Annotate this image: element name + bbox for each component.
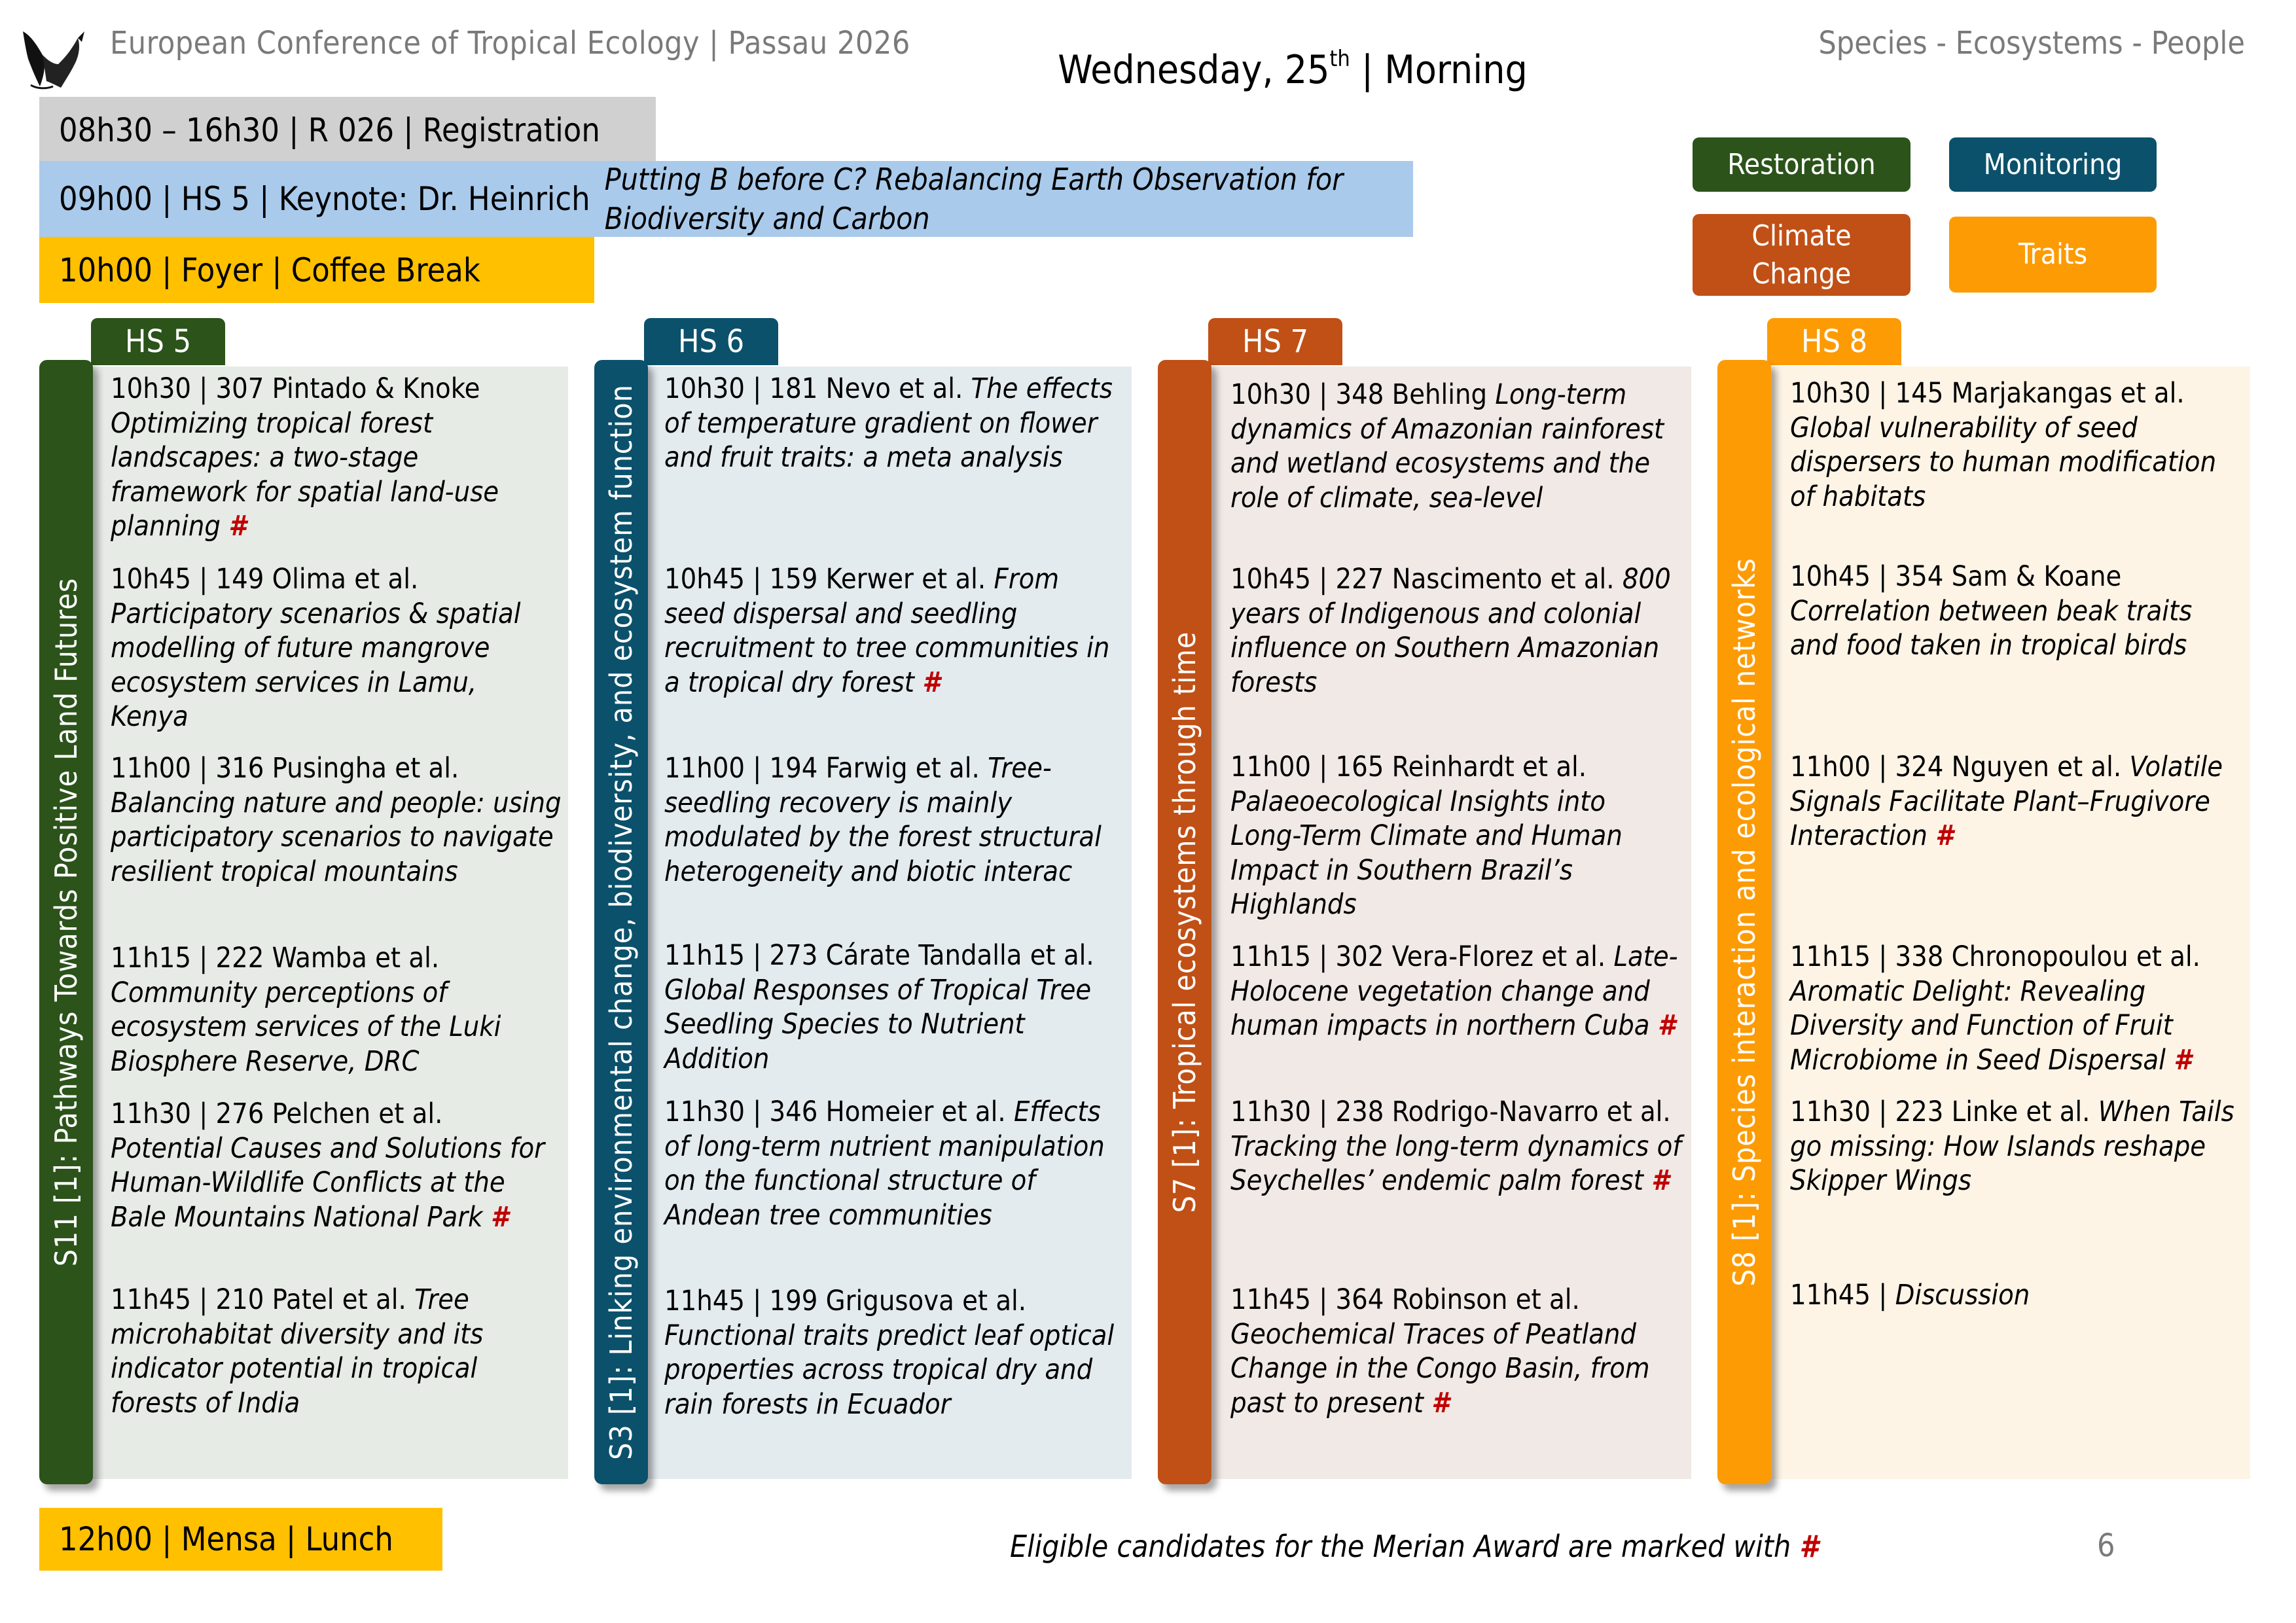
talk-entry <box>1230 940 1682 1043</box>
merian-mark-icon: # <box>922 666 941 699</box>
talk-entry <box>664 1284 1116 1421</box>
room-tab: HS 8 <box>1767 318 1901 365</box>
page-number: 6 <box>2097 1527 2115 1564</box>
session-title: S7 [1]: Tropical ecosystems through time <box>1167 631 1202 1213</box>
talk-entry <box>111 1283 562 1420</box>
talk-title: Late-Holocene vegetation change and human impacts in northern Cuba <box>1230 940 1678 1042</box>
talk-title: Palaeoecological Insights into Long-Term Climate and Human Impact in Southern Brazil’s Highlands <box>1230 785 1623 921</box>
talk-time-author: 11h15 | 302 Vera-Florez et al. <box>1230 940 1606 973</box>
session-title: S8 [1]: Species interaction and ecological networks <box>1727 558 1762 1287</box>
merian-mark-icon: # <box>1935 819 1954 852</box>
session-content <box>1212 366 1691 1479</box>
talk-title: Tree microhabitat diversity and its indicator potential in tropical forests of India <box>111 1283 484 1419</box>
talk-title: Aromatic Delight: Revealing Diversity and Function of Fruit Microbiome in Seed Dispersal <box>1790 974 2173 1077</box>
bat-logo-icon <box>18 26 96 92</box>
merian-mark-icon: # <box>1799 1529 1819 1564</box>
talk-entry <box>1230 750 1682 922</box>
talk-title: Tracking the long-term dynamics of Seychelles’ endemic palm forest <box>1230 1130 1681 1197</box>
lunch-label: 12h00 | Mensa | Lunch <box>59 1520 393 1558</box>
day-suffix-sup: th <box>1329 46 1350 72</box>
talk-title: Functional traits predict leaf optical properties across tropical dry and rain forests in Ecuador <box>664 1319 1115 1421</box>
session-sidebar <box>39 360 93 1484</box>
merian-mark-icon: # <box>1431 1386 1450 1419</box>
legend-climate-change-label: Climate Change <box>1751 219 1852 291</box>
legend-climate-change <box>1693 214 1910 296</box>
legend-restoration: Restoration <box>1693 137 1910 192</box>
legend-traits: Traits <box>1949 217 2157 293</box>
talk-title: Discussion <box>1895 1279 2030 1311</box>
merian-mark-icon: # <box>228 510 247 543</box>
talk-time-author: 11h00 | 316 Pusingha et al. <box>111 752 459 785</box>
room-tab: HS 6 <box>644 318 778 365</box>
legend-monitoring: Monitoring <box>1949 137 2157 192</box>
talk-time-author: 10h45 | 227 Nascimento et al. <box>1230 563 1615 596</box>
talk-entry <box>111 941 562 1079</box>
talk-time-author: 11h00 | 194 Farwig et al. <box>664 752 980 785</box>
talk-time-author: 10h30 | 348 Behling <box>1230 378 1488 411</box>
talk-entry <box>1790 940 2242 1077</box>
talk-time-author: 10h30 | 307 Pintado & Knoke <box>111 372 480 405</box>
talk-time-author: 11h45 | 199 Grigusova et al. <box>664 1285 1027 1317</box>
talk-entry <box>1790 750 2242 853</box>
talk-entry <box>111 1097 562 1234</box>
talk-time-author: 10h30 | 181 Nevo et al. <box>664 372 963 405</box>
room-tab: HS 5 <box>91 318 225 365</box>
session-sidebar <box>1717 360 1771 1484</box>
talk-title: When Tails go missing: How Islands reshape Skipper Wings <box>1790 1096 2234 1197</box>
page-title <box>1008 47 1577 93</box>
talk-time-author: 11h00 | 324 Nguyen et al. <box>1790 751 2122 783</box>
coffee-break-label: 10h00 | Foyer | Coffee Break <box>59 251 480 289</box>
talk-time-author: 11h30 | 238 Rodrigo-Navarro et al. <box>1230 1096 1671 1128</box>
talk-title: Volatile Signals Facilitate Plant–Frugivore Interaction <box>1790 751 2223 852</box>
keynote-band <box>39 161 1413 237</box>
merian-note-text: Eligible candidates for the Merian Award are marked with <box>1010 1529 1800 1564</box>
talk-time-author: 11h15 | 338 Chronopoulou et al. <box>1790 940 2200 973</box>
lunch-band <box>39 1508 442 1571</box>
talk-title: The effects of temperature gradient on flower and fruit traits: a meta analysis <box>664 372 1113 474</box>
talk-time-author: 11h45 | <box>1790 1279 1888 1311</box>
merian-award-note <box>1010 1529 1818 1564</box>
talk-time-author: 10h45 | 354 Sam & Koane <box>1790 560 2122 593</box>
talk-title: Global vulnerability of seed dispersers to human modification of habitats <box>1790 411 2217 513</box>
registration-band <box>39 97 656 164</box>
talk-entry <box>1230 562 1682 700</box>
session-content <box>92 366 568 1479</box>
talk-time-author: 10h45 | 159 Kerwer et al. <box>664 563 986 596</box>
talk-entry <box>1230 378 1682 515</box>
room-tab: HS 7 <box>1208 318 1342 365</box>
conference-tagline: Species - Ecosystems - People <box>1818 25 2245 62</box>
talk-entry <box>664 1095 1116 1232</box>
registration-label: 08h30 – 16h30 | R 026 | Registration <box>59 111 600 149</box>
talk-time-author: 10h45 | 149 Olima et al. <box>111 563 419 596</box>
talk-time-author: 11h45 | 210 Patel et al. <box>111 1283 406 1316</box>
talk-entry <box>111 372 562 544</box>
keynote-label: 09h00 | HS 5 | Keynote: Dr. Heinrich <box>59 180 590 218</box>
talk-title: Correlation between beak traits and food taken in tropical birds <box>1790 594 2193 662</box>
session-title: S3 [1]: Linking environmental change, biodiversity, and ecosystem function <box>603 384 639 1460</box>
talk-time-author: 11h30 | 346 Homeier et al. <box>664 1096 1006 1128</box>
talk-entry <box>1230 1283 1682 1420</box>
talk-time-author: 11h30 | 276 Pelchen et al. <box>111 1097 443 1130</box>
day-prefix: Wednesday, 25 <box>1058 47 1330 93</box>
talk-title: Effects of long-term nutrient manipulation on the functional structure of Andean tree communities <box>664 1096 1105 1232</box>
talk-title: Global Responses of Tropical Tree Seedling Species to Nutrient Addition <box>664 973 1092 1075</box>
talk-entry <box>1790 560 2242 663</box>
talk-entry <box>1790 1095 2242 1198</box>
day-period: | Morning <box>1350 47 1528 93</box>
talk-entry <box>1790 376 2242 514</box>
session-sidebar <box>594 360 648 1484</box>
merian-mark-icon: # <box>1651 1164 1670 1197</box>
talk-entry <box>664 372 1116 475</box>
session-content <box>646 366 1132 1479</box>
session-content <box>1772 366 2250 1479</box>
talk-time-author: 11h15 | 222 Wamba et al. <box>111 942 440 974</box>
session-sidebar <box>1158 360 1211 1484</box>
talk-entry <box>1230 1095 1682 1198</box>
talk-time-author: 10h30 | 145 Marjakangas et al. <box>1790 377 2185 410</box>
talk-time-author: 11h45 | 364 Robinson et al. <box>1230 1283 1580 1316</box>
session-title: S11 [1]: Pathways Towards Positive Land Futures <box>48 577 84 1267</box>
talk-entry <box>111 562 562 734</box>
talk-entry <box>1790 1278 2242 1313</box>
talk-title: Community perceptions of ecosystem services of the Luki Biosphere Reserve, DRC <box>111 976 501 1078</box>
talk-title: 800 years of Indigenous and colonial influence on Southern Amazonian forests <box>1230 563 1671 699</box>
talk-title: Geochemical Traces of Peatland Change in the Congo Basin, from past to present <box>1230 1317 1650 1419</box>
merian-mark-icon: # <box>490 1200 509 1234</box>
talk-title: Balancing nature and people: using participatory scenarios to navigate resilient tropical mountains <box>111 786 562 888</box>
coffee-break-band <box>39 237 594 303</box>
talk-time-author: 11h30 | 223 Linke et al. <box>1790 1096 2090 1128</box>
conference-title: European Conference of Tropical Ecology | Passau 2026 <box>110 25 910 62</box>
talk-title: From seed dispersal and seedling recruitment to tree communities in a tropical dry forest <box>664 563 1110 699</box>
talk-time-author: 11h00 | 165 Reinhardt et al. <box>1230 751 1587 783</box>
talk-title: Tree-seedling recovery is mainly modulated by the forest structural heterogeneity and biotic interac <box>664 752 1102 888</box>
talk-time-author: 11h15 | 273 Cárate Tandalla et al. <box>664 939 1094 972</box>
talk-title: Potential Causes and Solutions for Human-Wildlife Conflicts at the Bale Mountains National Park <box>111 1132 545 1234</box>
merian-mark-icon: # <box>2174 1043 2192 1077</box>
talk-entry <box>664 751 1116 889</box>
talk-title: Optimizing tropical forest landscapes: a two-stage framework for spatial land-use planning <box>111 406 499 543</box>
talk-entry <box>664 938 1116 1076</box>
talk-entry <box>664 562 1116 700</box>
talk-entry <box>111 751 562 889</box>
talk-title: Long-term dynamics of Amazonian rainforest and wetland ecosystems and the role of climate, sea-level <box>1230 378 1664 514</box>
merian-mark-icon: # <box>1657 1009 1676 1042</box>
talk-title: Participatory scenarios & spatial modelling of future mangrove ecosystem services in Lamu, Kenya <box>111 597 521 733</box>
keynote-title: Putting B before C? Rebalancing Earth Observation for Biodiversity and Carbon <box>604 162 1344 236</box>
